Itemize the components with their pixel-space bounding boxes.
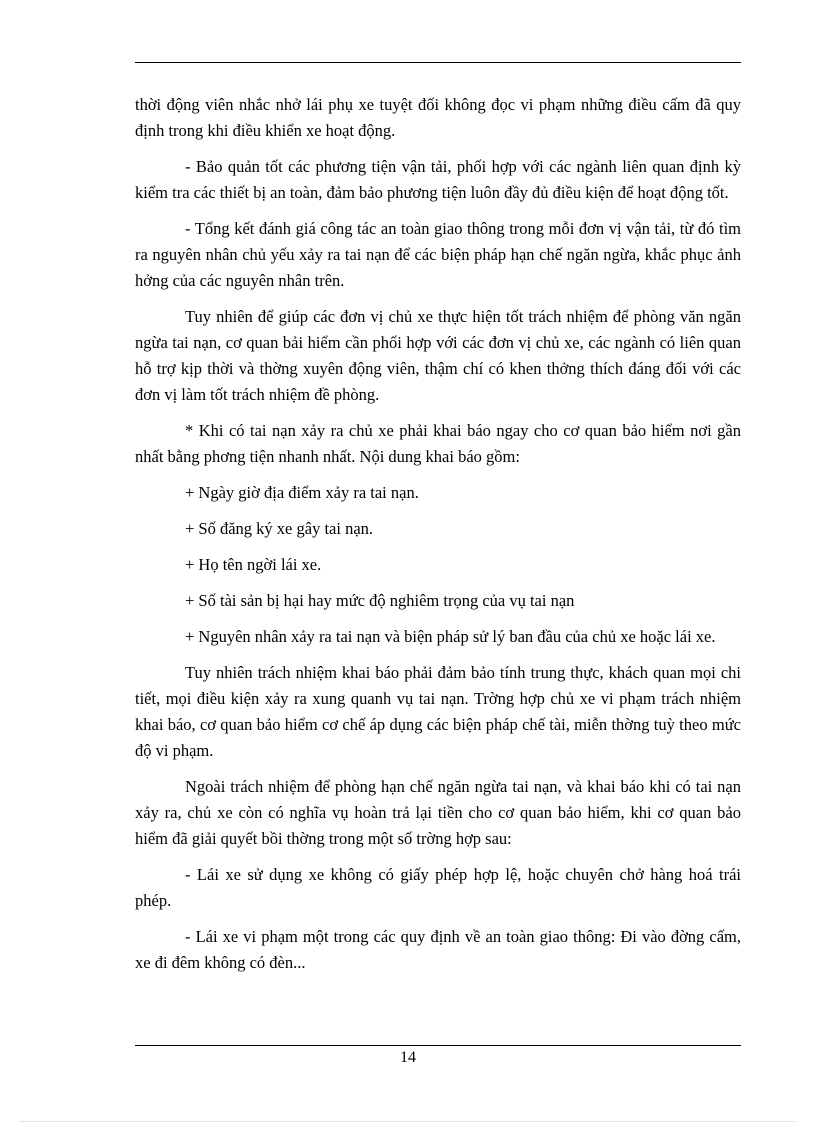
list-item-cause: + Nguyên nhân xảy ra tai nạn và biện pháp sử lý ban đầu của chủ xe hoặc lái xe. (185, 627, 716, 646)
page-body (135, 92, 741, 986)
paragraph-reimbursement: Ngoài trách nhiệm để phòng hạn chế ngăn ngừa tai nạn, và khai báo khi có tai nạn xảy ra, chủ xe còn có nghĩa vụ hoàn trả lại tiền cho cơ quan bảo hiểm, khi cơ quan bảo hiểm đã giải quyết bồi thờng trong một số trờng hợp sau: (135, 777, 741, 848)
paragraph-accident-report: * Khi có tai nạn xảy ra chủ xe phải khai báo ngay cho cơ quan bảo hiểm nơi gần nhất bằng phơng tiện nhanh nhất. Nội dung khai báo gồm: (135, 421, 741, 466)
header-rule (135, 62, 741, 63)
list-item-damage: + Số tài sản bị hại hay mức độ nghiêm trọng của vụ tai nạn (185, 591, 575, 610)
paragraph-safety-review: - Tổng kết đánh giá công tác an toàn giao thông trong mỗi đơn vị vận tải, từ đó tìm ra nguyên nhân chủ yếu xảy ra tai nạn để các biện pháp hạn chế ngăn ngừa, khắc phục ảnh hởng của các nguyên nhân trên. (135, 219, 741, 290)
list-item-driver-name: + Họ tên ngời lái xe. (185, 555, 322, 574)
footer-rule (135, 1045, 741, 1046)
page-number: 14 (400, 1049, 416, 1066)
page-edge (20, 1121, 796, 1122)
paragraph-insurer-cooperation: Tuy nhiên để giúp các đơn vị chủ xe thực hiện tốt trách nhiệm để phòng văn ngăn ngừa tai nạn, cơ quan bải hiểm cần phối hợp với các đơn vị chủ xe, các ngành có liên quan hỗ trợ kịp thời và thờng xuyên động viên, thậm chí có khen thởng thích đáng đối với các đơn vị làm tốt trách nhiệm đề phòng. (135, 307, 741, 404)
list-item-registration: + Số đăng ký xe gây tai nạn. (185, 519, 374, 538)
paragraph-vehicle-maintenance: - Bảo quản tốt các phương tiện vận tải, phối hợp với các ngành liên quan định kỳ kiểm tra các thiết bị an toàn, đảm bảo phương tiện luôn đầy đủ điều kiện để hoạt động tốt. (135, 157, 741, 202)
list-item-no-license: - Lái xe sử dụng xe không có giấy phép hợp lệ, hoặc chuyên chở hàng hoá trái phép. (135, 865, 741, 910)
paragraph-continuation: thời động viên nhắc nhở lái phụ xe tuyệt đối không đọc vi phạm những điều cấm đã quy định trong khi điều khiển xe hoạt động. (135, 95, 741, 140)
list-item-datetime: + Ngày giờ địa điểm xảy ra tai nạn. (185, 483, 419, 502)
paragraph-reporting-duty: Tuy nhiên trách nhiệm khai báo phải đảm bảo tính trung thực, khách quan mọi chi tiết, mọi điều kiện xảy ra xung quanh vụ tai nạn. Trờng hợp chủ xe vi phạm trách nhiệm khai báo, cơ quan bảo hiểm cơ chế áp dụng các biện pháp chế tài, miễn thờng tuỳ theo mức độ vi phạm. (135, 663, 741, 760)
list-item-traffic-violation: - Lái xe vi phạm một trong các quy định về an toàn giao thông: Đi vào đờng cấm, xe đi đêm không có đèn... (135, 927, 741, 972)
